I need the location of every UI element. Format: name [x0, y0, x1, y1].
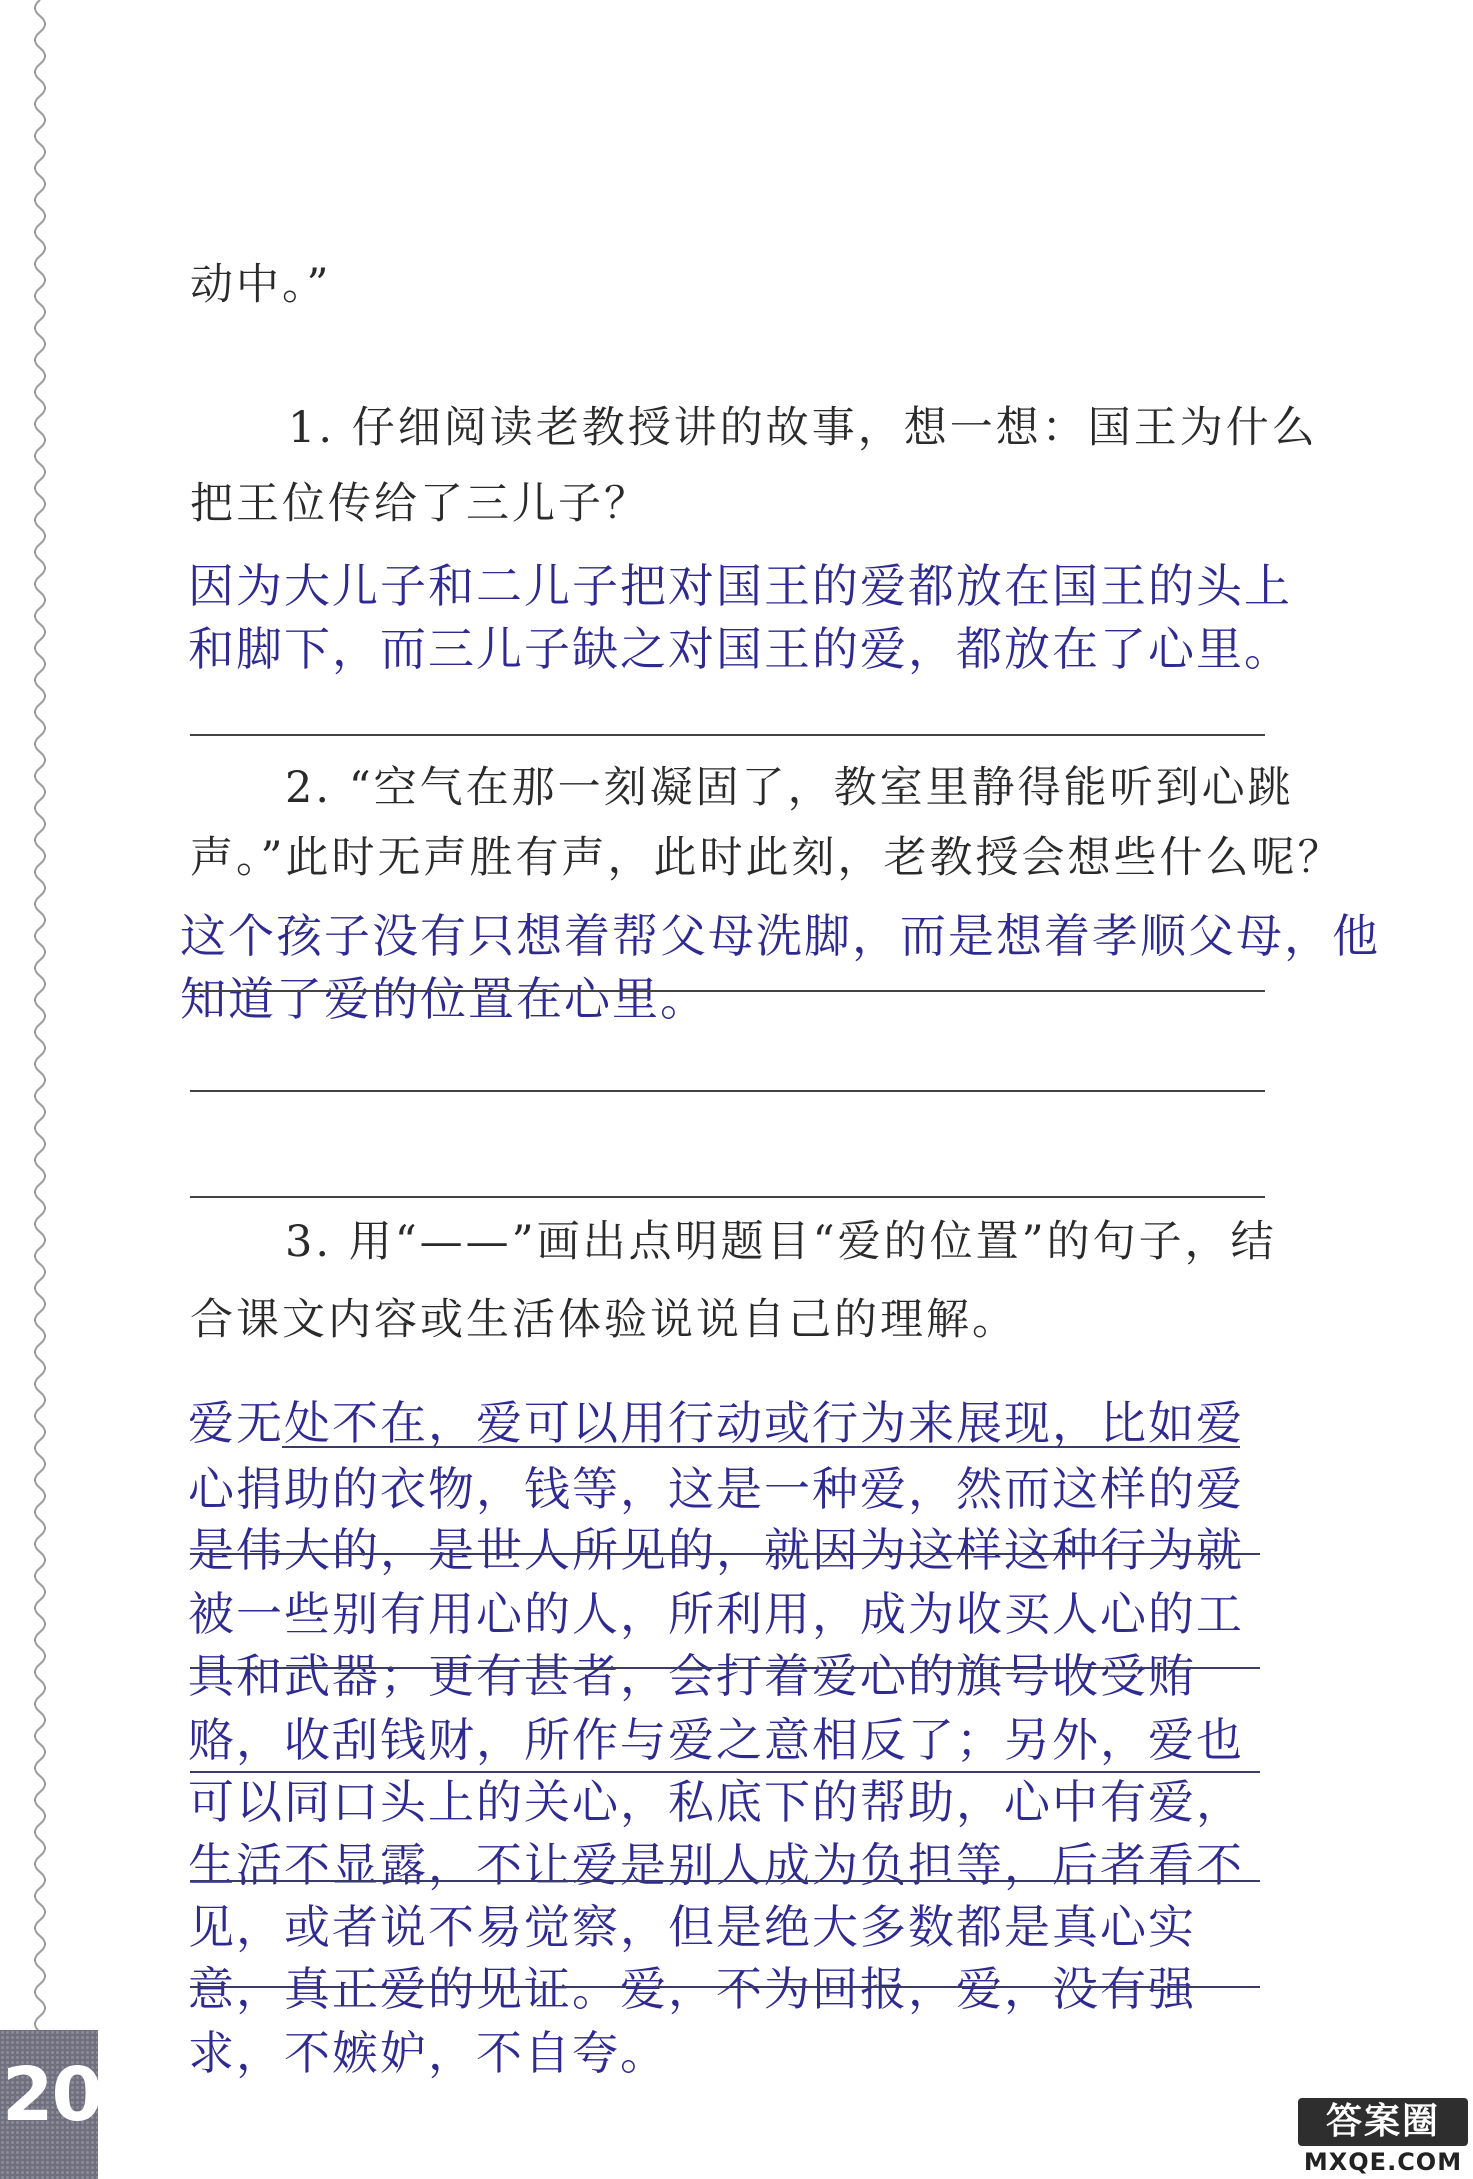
handwritten-underline — [190, 1986, 1260, 1988]
answer-1-line-2: 和脚下，而三儿子缺之对国王的爱，都放在了心里。 — [188, 622, 1292, 676]
watermark-logo — [1298, 2098, 1468, 2174]
answer-3-line-4: 被一些别有用心的人，所利用，成为收买人心的工 — [188, 1587, 1244, 1641]
answer-3-line-3: 是伟大的，是世人所见的，就因为这样这种行为就 — [188, 1523, 1244, 1577]
binding-edge-decoration — [0, 0, 72, 2179]
watermark-url: MXQE.COM — [1303, 2148, 1463, 2176]
answer-3-line-5: 具和武器；更有甚者，会打着爱心的旗号收受贿 — [188, 1649, 1196, 1703]
answer-3-line-7: 可以同口头上的关心，私底下的帮助，心中有爱， — [188, 1775, 1244, 1829]
answer-2-line-2: 知道了爱的位置在心里。 — [180, 972, 708, 1026]
page-number: 20 — [2, 2052, 101, 2138]
handwritten-underline — [190, 1667, 1260, 1669]
handwritten-underline — [282, 1446, 1240, 1448]
answer-3-line-2: 心捐助的衣物，钱等，这是一种爱，然而这样的爱 — [188, 1462, 1244, 1516]
answer-3-line-1: 爱无处不在，爱可以用行动或行为来展现，比如爱 — [188, 1396, 1244, 1450]
watermark-stamp: 答案圈 — [1298, 2098, 1468, 2146]
handwritten-underline — [190, 1553, 1260, 1555]
answer-3-line-8: 生活不显露，不让爱是别人成为负担等，后者看不 — [188, 1838, 1244, 1892]
answer-rule — [190, 734, 1265, 736]
question-3-line-1: 3. 用“——”画出点明题目“爱的位置”的句子，结 — [285, 1217, 1277, 1267]
page-number-tab — [0, 2030, 101, 2179]
answer-2-line-1: 这个孩子没有只想着帮父母洗脚，而是想着孝顺父母，他 — [180, 909, 1380, 963]
answer-rule — [190, 1090, 1265, 1092]
answer-1-line-1: 因为大儿子和二儿子把对国王的爱都放在国王的头上 — [188, 559, 1292, 613]
answer-3-line-6: 赂，收刮钱财，所作与爱之意相反了；另外，爱也 — [188, 1713, 1244, 1767]
answer-3-line-11: 求，不嫉妒，不自夸。 — [188, 2026, 668, 2080]
answer-3-line-9: 见，或者说不易觉察，但是绝大多数都是真心实 — [188, 1900, 1196, 1954]
question-1-line-2: 把王位传给了三儿子？ — [190, 479, 650, 529]
answer-3-line-10: 意，真正爱的见证。爱，不为回报，爱，没有强 — [188, 1962, 1196, 2016]
continuation-text: 动中。” — [190, 260, 332, 310]
answer-rule — [190, 990, 1265, 992]
question-2-line-1: 2. “空气在那一刻凝固了，教室里静得能听到心跳 — [285, 763, 1294, 813]
question-2-line-2: 声。”此时无声胜有声，此时此刻，老教授会想些什么呢？ — [190, 833, 1344, 883]
question-3-line-2: 合课文内容或生活体验说说自己的理解。 — [190, 1295, 1018, 1345]
question-1-line-1: 1. 仔细阅读老教授讲的故事，想一想：国王为什么 — [288, 403, 1318, 453]
handwritten-underline — [190, 1880, 1260, 1882]
handwritten-underline — [190, 1771, 1260, 1773]
answer-rule — [190, 1196, 1265, 1198]
